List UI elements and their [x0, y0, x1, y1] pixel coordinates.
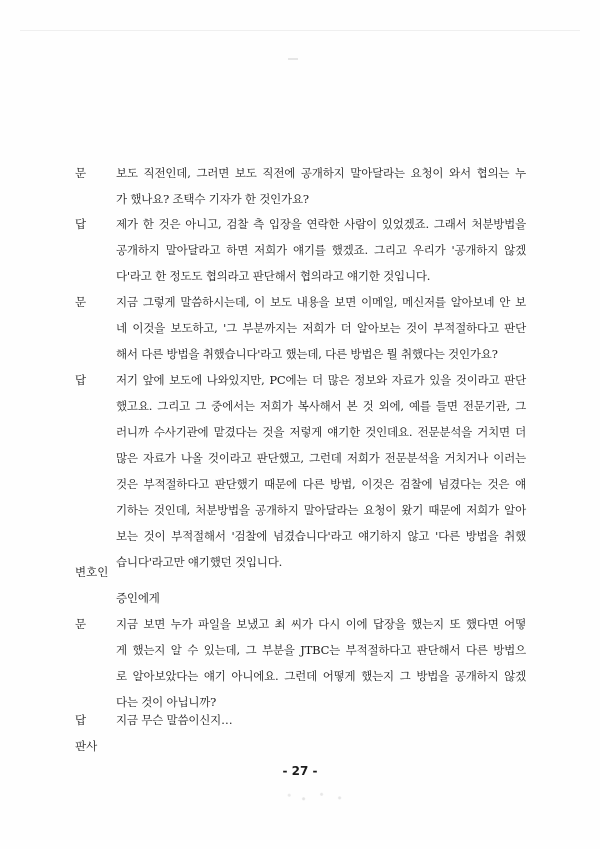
transcript-line: 공개하지 말아달라고 하면 저희가 얘기를 했겠죠. 그리고 우리가 '공개하지 않겠: [116, 243, 526, 257]
speaker-label: 답: [75, 373, 87, 387]
transcript-line: 다'라고 한 정도도 협의라고 판단해서 협의라고 얘기한 것입니다.: [116, 269, 431, 283]
scan-artifact-line: [20, 30, 580, 31]
transcript-line: 러니까 수사기관에 맡겼다는 것을 저렇게 얘기한 것인데요. 전문분석을 거치면 더: [116, 425, 526, 439]
transcript-line: 해서 다른 방법을 취했습니다'라고 했는데, 다른 방법은 뭘 취했다는 것인가요?: [116, 347, 498, 361]
speaker-label: 문: [75, 617, 87, 631]
transcript-line: 저기 앞에 보도에 나와있지만, PC에는 더 많은 정보와 자료가 있을 것이라고 판단: [116, 373, 526, 387]
transcript-line: 증인에게: [116, 591, 160, 605]
transcript-line: 지금 보면 누가 파일을 보냈고 최 씨가 다시 이에 답장을 했는지 또 했다면 어떻: [116, 617, 526, 631]
transcript-line: 다는 것이 아닙니까?: [116, 695, 217, 709]
transcript-line: 많은 자료가 나올 것이라고 판단했고, 그런데 저희가 전문분석을 거치거나 이러는: [116, 451, 526, 465]
transcript-line: 게 했는지 알 수 있는데, 그 부분을 JTBC는 부적절하다고 판단해서 다른 방법으: [116, 643, 526, 657]
speaker-label: 문: [75, 295, 87, 309]
speaker-label: 답: [75, 217, 87, 231]
transcript-line: 습니다'라고만 얘기했던 것입니다.: [116, 555, 283, 569]
scan-artifact-dot: [288, 58, 298, 60]
speaker-label: 답: [75, 713, 87, 727]
page-number: - 27 -: [282, 764, 318, 778]
faded-stamp: [282, 788, 354, 806]
transcript-line: 했고요. 그리고 그 중에서는 저희가 복사해서 본 것 외에, 예를 들면 전문기관, 그: [116, 399, 526, 413]
transcript-line: 것은 부적절하다고 판단했기 때문에 다른 방법, 이것은 검찰에 넘겼다는 것은 얘: [116, 477, 526, 491]
transcript-line: 기하는 것인데, 처분방법을 공개하지 말아달라는 요청이 왔기 때문에 저희가 알아: [116, 503, 526, 517]
speaker-label: 변호인: [75, 565, 109, 579]
transcript-line: 로 알아보았다는 얘기 아니에요. 그런데 어떻게 했는지 그 방법을 공개하지 않겠: [116, 669, 526, 683]
transcript-line: 가 했나요? 조택수 기자가 한 것인가요?: [116, 192, 309, 206]
transcript-line: 제가 한 것은 아니고, 검찰 측 입장을 연락한 사람이 있었겠죠. 그래서 처분방법을: [116, 217, 526, 231]
transcript-line: 지금 그렇게 말씀하시는데, 이 보도 내용을 보면 이메일, 메신저를 알아보네 안 보: [116, 295, 526, 309]
transcript-line: 지금 무슨 말씀이신지…: [116, 713, 233, 727]
speaker-label: 문: [75, 166, 87, 180]
speaker-label: 판사: [75, 739, 98, 753]
transcript-line: 보도 직전인데, 그러면 보도 직전에 공개하지 말아달라는 요청이 와서 협의는 누: [116, 166, 526, 180]
transcript-line: 보는 것이 부적절해서 '검찰에 넘겼습니다'라고 얘기하지 않고 '다른 방법을 취했: [116, 529, 526, 543]
transcript-line: 네 이것을 보도하고, '그 부분까지는 저희가 더 알아보는 것이 부적절하다고 판단: [116, 321, 526, 335]
